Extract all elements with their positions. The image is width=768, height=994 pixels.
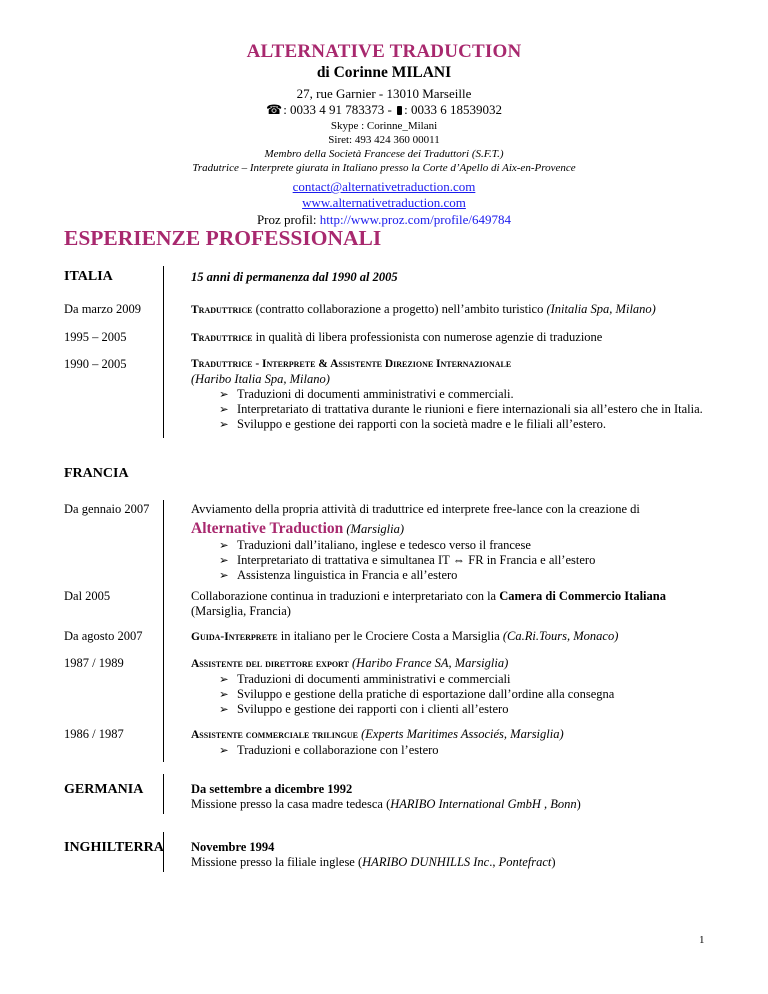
job-entry (191, 302, 711, 318)
job-text: Collaborazione continua in traduzioni e interpretariato con la (191, 589, 500, 603)
telephone-icon: ☎ (265, 102, 283, 117)
job-title: Traduttrice - Interprete & Assistente Direzione Internazionale (191, 358, 512, 370)
country-francia: FRANCIA (64, 466, 129, 481)
list-item: ➢ Sviluppo e gestione dei rapporti con la società madre e le filiali all’estero. (219, 417, 711, 432)
job-entry (191, 727, 711, 758)
company: HARIBO DUNHILLS Inc (362, 855, 490, 869)
owner-name: di Corinne MILANI (316, 64, 452, 81)
job-title: Assistente commerciale trilingue (191, 729, 358, 741)
list-item: ➢ Sviluppo e gestione della pratiche di esportazione dall’ordine alla consegna (219, 687, 711, 702)
italia-divider (163, 266, 164, 438)
job-entry (191, 840, 711, 870)
job-entry (191, 656, 711, 717)
duties-list (191, 387, 711, 432)
date-label: 1986 / 1987 (64, 727, 124, 741)
company-location: Pontefract (498, 855, 552, 869)
proz-profile-link[interactable]: http://www.proz.com/profile/649784 (319, 212, 512, 227)
company: (Marsiglia) (343, 522, 405, 536)
organization: Camera di Commercio Italiana (499, 589, 666, 603)
list-item: ➢ Traduzioni e collaborazione con l’estero (219, 743, 711, 758)
page-number: 1 (699, 934, 705, 946)
address: 27, rue Garnier - 13010 Marseille (296, 86, 472, 101)
job-entry (191, 589, 711, 619)
country-italia: ITALIA (64, 269, 113, 284)
mission-line (191, 797, 711, 812)
period: Da settembre a dicembre 1992 (191, 782, 353, 796)
website-link[interactable]: www.alternativetraduction.com (302, 195, 466, 210)
duties-list (191, 743, 711, 758)
job-entry (191, 502, 711, 583)
section-title: ESPERIENZE PROFESSIONALI (64, 226, 382, 250)
country-germania: GERMANIA (64, 782, 144, 797)
mobile-phone-icon (397, 106, 402, 115)
job-title: Guida-Interprete (191, 631, 278, 643)
brand-name: Alternative Traduction (191, 520, 344, 537)
list-item: ➢ Interpretariato di trattativa e simultanea IT ⇔ FR in Francia e all’estero (219, 553, 711, 568)
period: Novembre 1994 (191, 840, 275, 854)
date-label: 1990 – 2005 (64, 357, 127, 371)
job-text: (contratto collaborazione a progetto) nell’ambito turistico (252, 302, 547, 316)
job-entry (191, 357, 711, 432)
duties-list (191, 538, 711, 583)
country-inghilterra: INGHILTERRA (64, 840, 164, 855)
mobile-number: : 0033 6 18539032 (404, 102, 503, 117)
phone-line (0, 102, 768, 118)
list-item: ➢ Traduzioni dall’italiano, inglese e tedesco verso il francese (219, 538, 711, 553)
location: (Marsiglia, Francia) (191, 604, 291, 618)
siret-number: Siret: 493 424 360 00011 (328, 134, 440, 146)
job-title: Traduttrice (191, 304, 253, 316)
date-label: Dal 2005 (64, 589, 111, 603)
company: (Haribo Italia Spa, Milano) (191, 372, 330, 386)
germania-divider (163, 774, 164, 814)
francia-divider (163, 500, 164, 762)
job-text: in qualità di libera professionista con numerose agenzie di traduzione (252, 330, 603, 344)
email-link[interactable]: contact@alternativetraduction.com (292, 179, 476, 194)
list-item: ➢ Traduzioni di documenti amministrativi e commerciali. (219, 387, 711, 402)
date-label: Da agosto 2007 (64, 629, 143, 643)
company: (Experts Maritimes Associés, Marsiglia) (357, 727, 564, 741)
job-entry (191, 330, 711, 346)
collab-line (191, 589, 711, 604)
mission-text: Missione presso la filiale inglese ( (191, 855, 363, 869)
duties-list (191, 672, 711, 717)
company: (Ca.Ri.Tours, Monaco) (502, 629, 619, 643)
italia-summary: 15 anni di permanenza dal 1990 al 2005 (191, 270, 398, 284)
brand-title: ALTERNATIVE TRADUCTION (246, 41, 522, 62)
job-text: in italiano per le Crociere Costa a Marsiglia (277, 629, 503, 643)
list-item: ➢ Assistenza linguistica in Francia e all’estero (219, 568, 711, 583)
job-title: Traduttrice (191, 332, 253, 344)
phone-number: : 0033 4 91 783373 - (283, 102, 396, 117)
date-label: 1987 / 1989 (64, 656, 124, 670)
list-item: ➢ Sviluppo e gestione dei rapporti con i clienti all’estero (219, 702, 711, 717)
company: (Haribo France SA, Marsiglia) (348, 656, 509, 670)
company: (Initalia Spa, Milano) (546, 302, 656, 316)
date-label: Da marzo 2009 (64, 302, 142, 316)
close-paren: ) (576, 797, 581, 811)
proz-label: Proz profil: (256, 212, 320, 227)
job-text: Avviamento della propria attività di traduttrice ed interprete free-lance con la creazione di (191, 502, 640, 516)
date-label: Da gennaio 2007 (64, 502, 150, 516)
job-entry (191, 782, 711, 812)
mission-text: Missione presso la casa madre tedesca ( (191, 797, 391, 811)
skype-id: Skype : Corinne_Milani (330, 120, 438, 132)
company: HARIBO International GmbH , Bonn (390, 797, 577, 811)
mission-line (191, 855, 711, 870)
separator-text: ., (489, 855, 499, 869)
list-item: ➢ Interpretariato di trattativa durante le riunioni e fiere internazionali sia all’estero che in Italia. (219, 402, 711, 417)
sworn-translator-line: Tradutrice – Interprete giurata in Italiano presso la Corte d’Apello di Aix-en-Provence (192, 162, 576, 174)
job-title: Assistente del direttore export (191, 658, 349, 670)
brand-line (191, 520, 711, 538)
membership-line: Membro della Società Francese dei Traduttori (S.F.T.) (264, 148, 504, 160)
job-entry (191, 629, 711, 645)
list-item: ➢ Traduzioni di documenti amministrativi e commerciali (219, 672, 711, 687)
date-label: 1995 – 2005 (64, 330, 127, 344)
close-paren: ) (551, 855, 556, 869)
